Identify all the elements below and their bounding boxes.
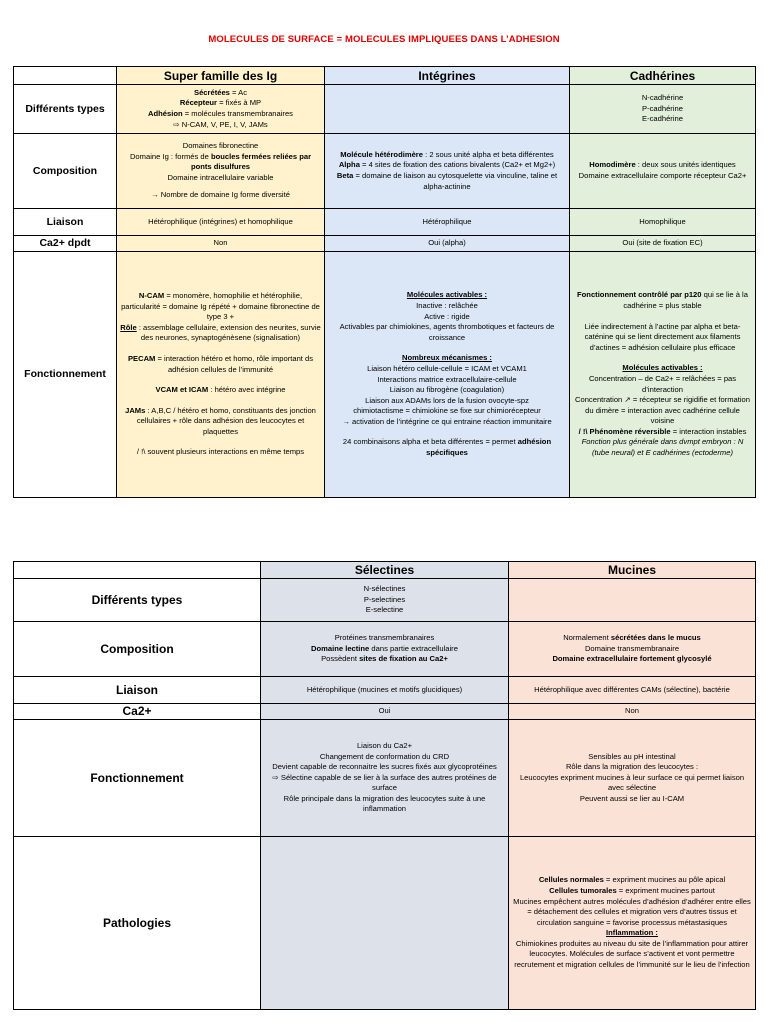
cadherines-liaison-cell: Homophilique [570,209,756,236]
mucines-fonctionnement-cell: Sensibles au pH intestinal Rôle dans la migration des leucocytes : Leucocytes expriment mucines à leur surface ce qui permet liaison avec sélectine Peuvent aussi se lier au I-CAM [509,720,756,837]
ig-liaison-cell: Hétérophilique (intégrines) et homophilique [117,209,325,236]
row-label-pathologies: Pathologies [14,837,261,1010]
selectines-composition-cell: Protéines transmembranaires Domaine lectine dans partie extracellulaire Possèdent sites de fixation au Ca2+ [261,622,509,677]
cadherines-types-cell: N-cadhérine P-cadhérine E-cadhérine [570,85,756,134]
header-ig: Super famille des Ig [117,67,325,85]
header-mucines: Mucines [509,562,756,579]
integrines-composition-cell: Molécule hétérodimère : 2 sous unité alpha et beta différentes Alpha = 4 sites de fixation des cations bivalents (Ca2+ et Mg2+) Beta = domaine de liaison au cytosquelette via vinculine, taline et alpha-actinine [325,134,570,209]
header-integrines: Intégrines [325,67,570,85]
mucines-pathologies-cell: Cellules normales = expriment mucines au pôle apical Cellules tumorales = expriment mucines partout Mucines empêchent autres molécules d’adhésion d’adhérer entre elles = détachement des cellules et migration vers d’autres tissus et circulation sanguine = favorise processus métastasiques Inflammation : Chimiokines produites au niveau du site de l’inflammation pour attirer leucocytes. Molécules de surface s’activent et vont permettre recrutement et migration cellules de l’immunité sur le lieu de l’infection [509,837,756,1010]
selectines-fonctionnement-cell: Liaison du Ca2+ Changement de conformation du CRD Devient capable de reconnaitre les sucres fixés aux glycoprotéines ⇨ Sélectine capable de se lier à la surface des autres protéines de surface Rôle principale dans la migration des leucocytes suite à une inflammation [261,720,509,837]
mucines-ca-cell: Non [509,704,756,720]
mucines-types-cell [509,579,756,622]
page-title: MOLECULES DE SURFACE = MOLECULES IMPLIQUEES DANS L’ADHESION [208,34,560,45]
adhesion-table-1 [13,66,756,498]
integrines-liaison-cell: Hétérophilique [325,209,570,236]
adhesion-table-2 [13,561,756,1010]
row-label-types: Différents types [14,85,117,134]
row-label-fonctionnement-2: Fonctionnement [14,720,261,837]
row-label-ca-2: Ca2+ [14,704,261,720]
row-label-ca: Ca2+ dpdt [14,236,117,252]
ig-fonctionnement-cell: N-CAM = monomère, homophilie et hétérophilie, particularité = domaine Ig répété + domaine fibronectine de type 3 + Rôle : assemblage cellulaire, extension des neurites, survie des neurones, synaptogénèsene (signalisation) PECAM = interaction hétéro et homo, rôle important ds adhésion cellules de l’immunité VCAM et ICAM : hétéro avec intégrine JAMs : A,B,C / hétéro et homo, constituants des jonction cellulaires + rôle dans adhésion des leucocytes et plaquettes / !\ souvent plusieurs interactions en même temps [117,252,325,498]
row-label-fonctionnement: Fonctionnement [14,252,117,498]
cadherines-ca-cell: Oui (site de fixation EC) [570,236,756,252]
row-label-liaison: Liaison [14,209,117,236]
mucines-composition-cell: Normalement sécrétées dans le mucus Domaine transmembranaire Domaine extracellulaire fortement glycosylé [509,622,756,677]
ig-composition-cell: Domaines fibronectine Domaine Ig : formés de boucles fermées reliées par ponts disulfures Domaine intracellulaire variable → Nombre de domaine Ig forme diversité [117,134,325,209]
selectines-ca-cell: Oui [261,704,509,720]
ig-ca-cell: Non [117,236,325,252]
row-label-composition-2: Composition [14,622,261,677]
header-cadherines: Cadhérines [570,67,756,85]
integrines-types-cell [325,85,570,134]
selectines-pathologies-cell [261,837,509,1010]
corner-cell-2 [14,562,261,579]
selectines-liaison-cell: Hétérophilique (mucines et motifs glucidiques) [261,677,509,704]
header-selectines: Sélectines [261,562,509,579]
corner-cell [14,67,117,85]
row-label-types-2: Différents types [14,579,261,622]
integrines-fonctionnement-cell: Molécules activables : Inactive : relâchée Active : rigide Activables par chimiokines, agents thrombotiques et facteurs de croissance Nombreux mécanismes : Liaison hétéro cellule-cellule = ICAM et VCAM1 Interactions matrice extracellulaire-cellule Liaison au fibrogène (coagulation) Liaison aux ADAMs lors de la fusion ovocyte-spz chimiotactisme = chimiokine se fixe sur chimiorécepteur → activation de l’intégrine ce qui entraine réaction immunitaire 24 combinaisons alpha et beta différentes = permet adhésion spécifiques [325,252,570,498]
cadherines-composition-cell: Homodimère : deux sous unités identiques Domaine extracellulaire comporte récepteur Ca2+ [570,134,756,209]
mucines-liaison-cell: Hétérophilique avec différentes CAMs (sélectine), bactérie [509,677,756,704]
integrines-ca-cell: Oui (alpha) [325,236,570,252]
cadherines-fonctionnement-cell: Fonctionnement contrôlé par p120 qui se lie à la cadhérine = plus stable Liée indirectement à l’actine par alpha et beta-caténine qui se lient directement aux filaments d’actines = adhésion cellulaire plus efficace Molécules activables : Concentration – de Ca2+ = relâchées = pas d’interaction Concentration ↗ = récepteur se rigidifie et formation du dimère = interaction avec cadhérine cellule voisine / !\ Phénomène réversible = interaction instables Fonction plus générale dans dvmpt embryon : N (tube neural) et E cadhérines (ectoderme) [570,252,756,498]
ig-types-cell: Sécrétées = Ac Récepteur = fixés à MP Adhésion = molécules transmembranaires ⇨ N-CAM, V, PE, I, V, JAMs [117,85,325,134]
selectines-types-cell: N-sélectines P-selectines E-selectine [261,579,509,622]
row-label-liaison-2: Liaison [14,677,261,704]
row-label-composition: Composition [14,134,117,209]
